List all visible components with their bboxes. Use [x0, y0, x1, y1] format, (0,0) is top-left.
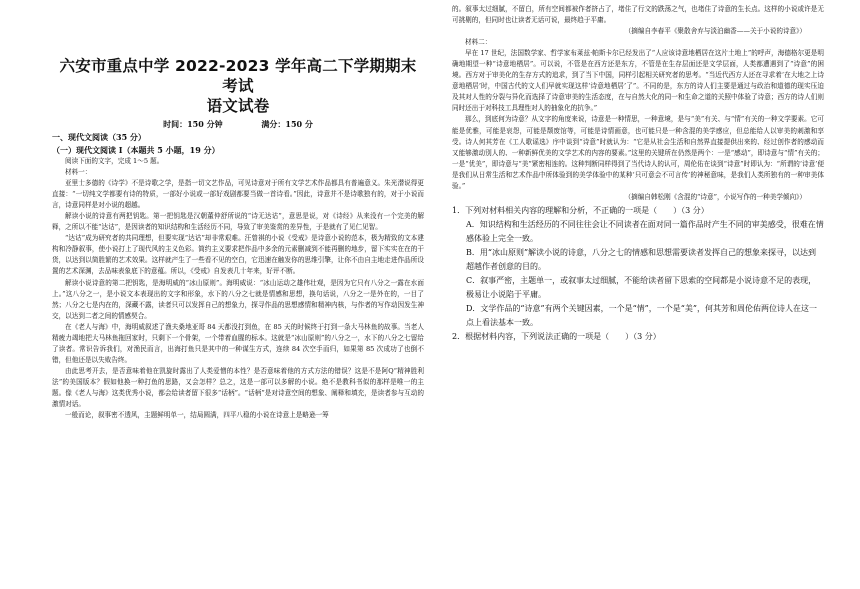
left-column	[52, 0, 424, 589]
paragraph: 由此思考开去，是否意味着他在凯旋时露出了人类爱憎的本性？是否意味着他的方式方法的错误？这是不是阿Q“精神胜利法”的美国版本？假如他换一种打鱼的思路，又会怎样？总之，这是一部可以多解的小说。绝不是教科书似的那样是唯一的主题。像《老人与海》这类优秀小说，都会给读者留下很多“话柄”。“话柄”是对诗意空间的想象、阐释和填充，是读者参与互动的激情对话。	[52, 366, 424, 409]
question-1-option-b: B．用“冰山原则”解读小说的诗意，八分之七的情感和思想需要读者发挥自己的想象来探寻，以达到超越作者创意的目的。	[466, 247, 817, 271]
paragraph: 一般而论，叙事密不透风，主题鲜明单一，结局圆满，四平八稳的小说在诗意上是略逊一筹	[65, 411, 329, 420]
reading-instruction: 阅读下面的文字，完成 1～5 题。	[65, 157, 164, 165]
paragraph: 亚里士多德的《诗学》不是诗歌之学，是指一切文艺作品，可见诗意对于所有文学艺术作品都具有普遍意义。朱光潜说得更直接：“一切纯文学都要有诗的特质，一部好小说或一部好戏剧都要当做一首诗看。”因此，诗意并不是诗歌独有的，对于小说而言，诗意同样是对小说的超越。	[52, 179, 424, 210]
paragraph: 那么，到底何为诗意？从文字的角度来说，诗意是一种情思，一种意境，是与“美”有关、与“情”有关的一种文学要素。它可能是优雅，可能是哀怨，可能是颓废馆等，可能是诗情画意，也可能只是一种含混的美学感应，但总能给人以审美的刺激和享受。诗人何其芳在《工人歌谣选》序中谈到“诗意”时就认为：“它是从社会生活和自然界直接提供出来的、经过创作者的感动而又能够激动别人的、一种新鲜优美的文学艺术的内容的要素。”这里的关键所在仍然是两个：一是“感动”，即诗意与“情”有关的；一是“优美”，即诗意与“美”紧密相连的。这种判断同样得到了当代诗人的认可，周伦佑在谈到“诗意”时即认为：“所谓的‘诗意’便是我们从日常生活和艺术作品中所体验到的美学体验中的某种‘只可意会不可言传’的神秘意味，是我们人类所独有的一种审美体验。”	[452, 115, 824, 190]
paragraph: 解读小说诗意的第二把钥匙，是海明威的“冰山原则”。海明威说：“冰山运动之雄伟壮观，是因为它只有八分之一露在水面上。”这八分之一，是小说文本表现出的文字和形象，水下的八分之七就是情感和思想，换句话说，八分之一是外在的，一目了然；八分之七是内在的，深藏不露，读者只可以发挥自己的想象力，探寻作品的思想感情和精神内核，与作者的写作动因发生神交，以达到二者之间的情感契合。	[52, 278, 424, 320]
question-1-option-d: D．文学作品的“诗意”有两个关键因素，一个是“情”，一个是“美”，何其芳和周伦佑两位诗人在这一点上看法基本一致。	[466, 303, 817, 327]
question-1-option-a: A．知识结构和生活经历的不同往往会让不同读者在面对同一篇作品时产生不同的审美感受，很难在情感体验上完全一致。	[466, 219, 824, 243]
paragraph: 早在 17 世纪，法国数学家、哲学家布莱兹·帕斯卡尔已经发出了“人应该诗意地栖居在这片土地上”的呼声，海德格尔更是明确地期望一种“诗意地栖居”。可以说，不管是在西方还是东方，不管是在生存层面还是文学层面，人类都遭遇到了“诗意”的困境。西方对于审美化的生存方式的追求，到了当下中国，同样引起相关研究者的思考。“当近代西方人还在寻求着‘在大地之上诗意地栖居’时，中国古代的文人们早就实现这样‘诗意地栖居’了”。不同的是，东方的诗人们主要是通过与政治和道德的现实压迫及其对人性的分裂与异化而选择了诗意审美的生活态度，在与自然大化的同一和生命之道的关照中体验了诗意；西方的诗人们则同时还出于对科技工具理性对人的抽象化的抗争。”	[452, 49, 824, 113]
question-1: 1．下列对材料相关内容的理解和分析，不正确的一项是（ ）（3 分）	[452, 205, 709, 215]
exam-subtitle: 语文试卷	[206, 97, 270, 115]
paragraph: 的。叙事太过细腻，不留白，所有空间都被作者挤占了，堵住了行文的跌荡之气，也堵住了诗意的生长点。这样的小说或许是无可挑剔的，但同时也让读者无话可说，最终趋于平庸。	[452, 5, 824, 25]
section-heading: 一、现代文阅读（35 分）	[52, 132, 146, 142]
exam-meta	[52, 118, 424, 130]
source-note: （摘编自李春平《聚散舍弃与淡泊幽香——关于小说的诗意》）	[624, 27, 806, 36]
exam-time: 时间：150 分钟	[163, 119, 223, 129]
subsection-heading: （一）现代文阅读 I（本题共 5 小题，19 分）	[52, 145, 220, 155]
material-label: 材料一：	[65, 168, 92, 177]
material-label: 材料二：	[465, 38, 492, 47]
right-column	[452, 0, 824, 589]
exam-title: 六安市重点中学 2022-2023 学年高二下学期期末考试	[59, 57, 417, 95]
paragraph: 在《老人与海》中，海明威叙述了渔夫桑地亚哥 84 天都没打到鱼，在 85 天的时候终于打到一条大马林鱼的故事。当老人精疲力竭地把大马林鱼拖回家时，只剩下一个骨架，一个带着血腥的标本。这就是“冰山原则”的八分之一，水下的八分之七留给了读者。常识告诉我们，对渔民而言，出海打鱼只是其中的一种谋生方式，连续 84 次空手而归，如果第 85 次成功了也倒不错，但他还是以失败告终。	[52, 322, 424, 364]
paragraph: 解读小说的诗意有两把钥匙。第一把钥匙是汉朝董仲舒所说的“诗无达诂”，意思是说，对《诗经》从来没有一个完美的解释，之所以不能“达诂”，是因读者的知识结构和生活经历不同，导致了审美鉴赏的差异性，于是就有了见仁见智。	[52, 212, 424, 232]
exam-score: 满分：150 分	[261, 119, 313, 129]
paragraph: “达诂”成为研究者的共同理想，但要实现“达诂”却非常艰难。汪曾祺的小说《受戒》是诗意小说的范本，极为精致的文本建构和冷静叙事，使小说打上了现代风的主义色彩。简约主义要求把作品中多余的元素删减到不能再删的地步，留下实实在在的干货，以达到以简胜繁的艺术效果。这样就产生了一些看不见的空白，它迅速在触发你的思维引擎，让你不由自主地走进作品所设置的艺术深渊，去品味表象底下的意蕴。所以，《受戒》自发表几十年来，好评不断。	[52, 234, 424, 276]
source-note: （摘编自韩松刚《含混的“诗意”，小说写作的一种美学倾向》）	[624, 192, 806, 201]
question-2: 2．根据材料内容，下列说法正确的一项是（ ）（3 分）	[452, 331, 661, 341]
question-1-option-c: C．叙事严密，主题单一，或叙事太过细腻，不能给读者留下思索的空间都是小说诗意不足的表现，极易让小说陷于平庸。	[466, 275, 817, 299]
